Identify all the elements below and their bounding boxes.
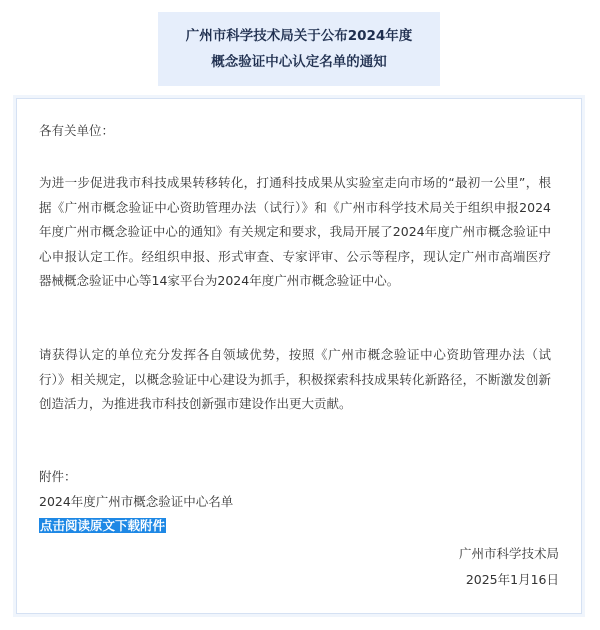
paragraph-2: 请获得认定的单位充分发挥各自领域优势，按照《广州市概念验证中心资助管理办法（试行）》相关规定，以概念验证中心建设为抓手，积极探索科技成果转化新路径，不断激发创新创造活力，为推进我市科技创新强市建设作出更大贡献。 — [39, 347, 551, 411]
attachment-name: 2024年度广州市概念验证中心名单 — [39, 494, 234, 509]
attachment-label: 附件： — [39, 469, 77, 484]
signature-date: 2025年1月16日 — [465, 572, 559, 587]
salutation: 各有关单位： — [39, 123, 115, 138]
download-link-row — [39, 514, 551, 539]
page-title-line-2: 概念验证中心认定名单的通知 — [211, 54, 387, 70]
paragraph-1: 为进一步促进我市科技成果转移转化，打通科技成果从实验室走向市场的“最初一公里”，根据《广州市概念验证中心资助管理办法（试行）》和《广州市科学技术局关于组织申报2024年度广州市概念验证中心的通知》有关规定和要求，我局开展了2024年度广州市概念验证中心申报认定工作。经组织申报、形式审查、专家评审、公示等程序，现认定广州市高端医疗器械概念验证中心等14家平台为2024年度广州市概念验证中心。 — [39, 175, 551, 288]
page-title-line-1: 广州市科学技术局关于公布2024年度 — [185, 28, 413, 44]
download-attachment-link[interactable]: 点击阅读原文下载附件 — [40, 518, 166, 533]
title-banner — [158, 12, 440, 86]
signature-organization: 广州市科学技术局 — [458, 546, 559, 561]
notice-body-card — [16, 98, 582, 614]
